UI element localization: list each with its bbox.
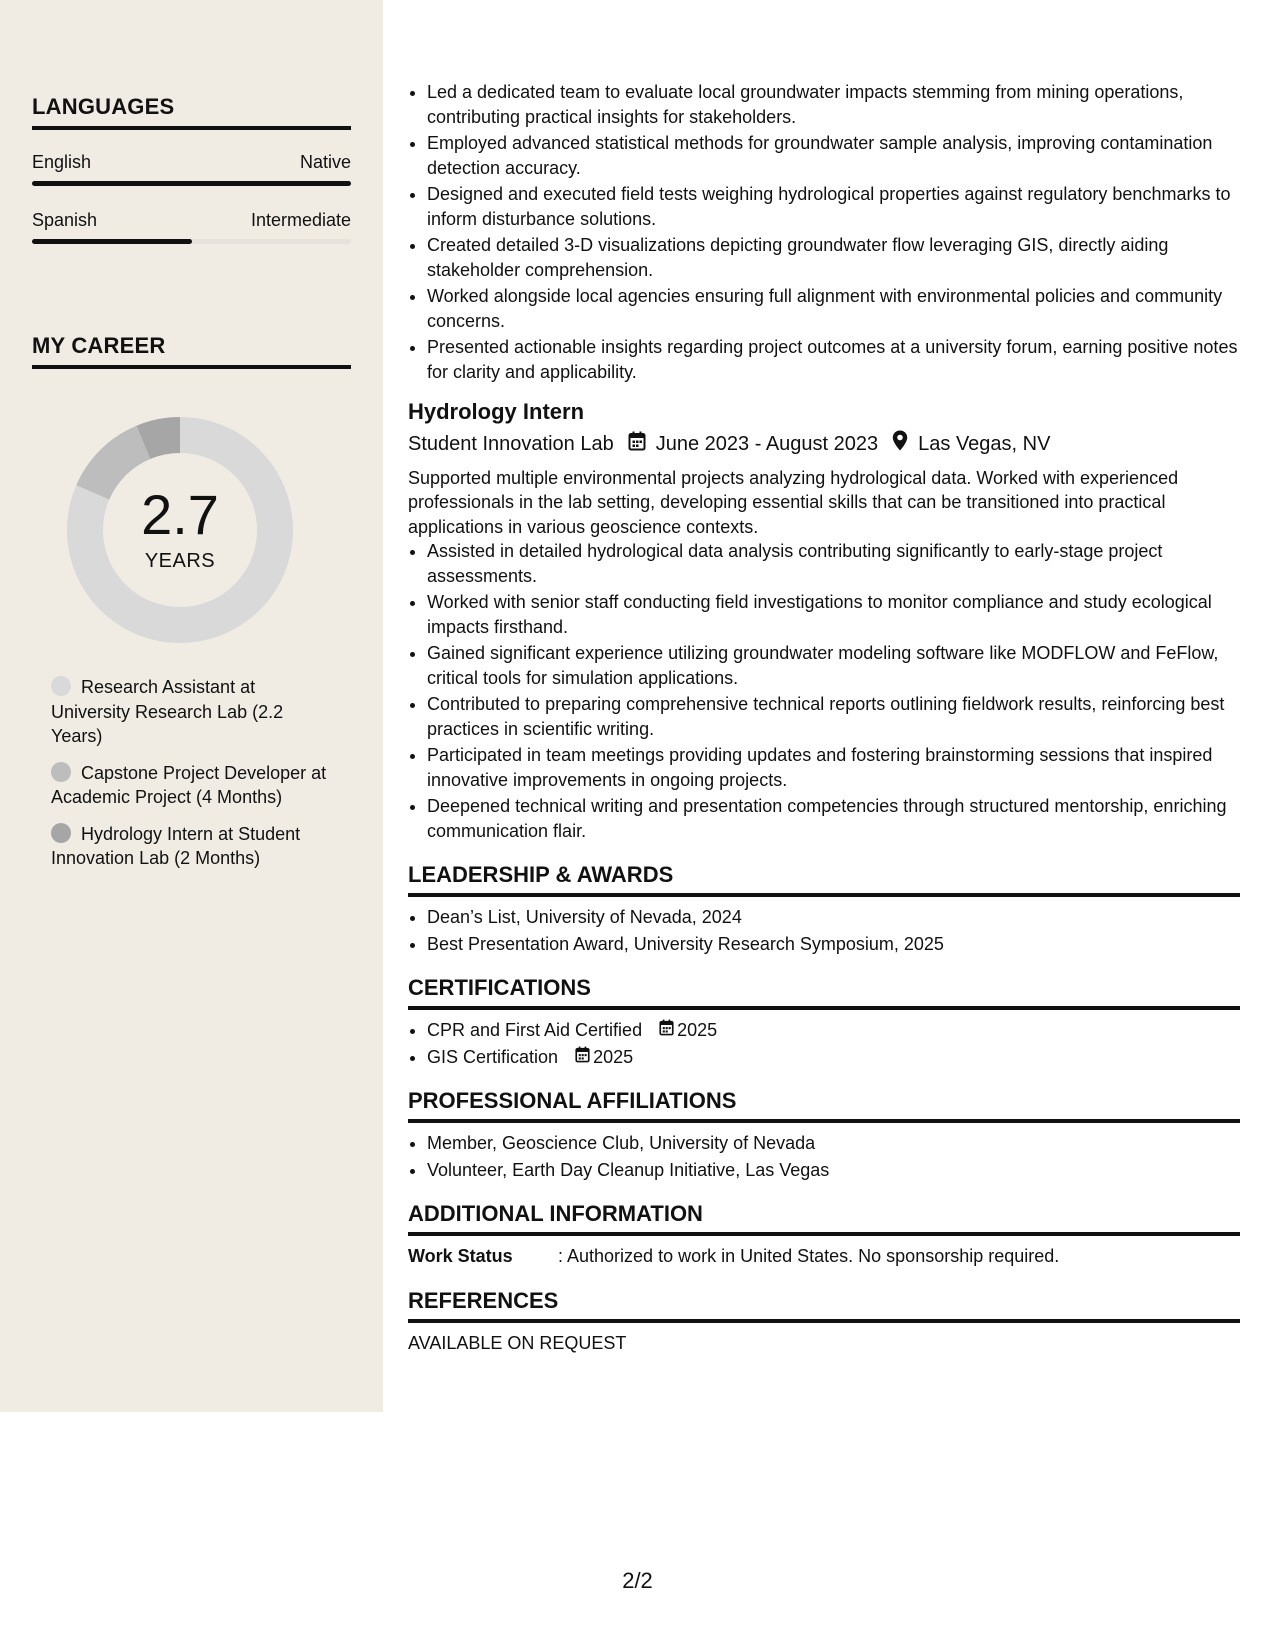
legend-label: Capstone Project Developer at Academic Project (4 Months): [51, 762, 327, 807]
references-heading: REFERENCES: [408, 1287, 1240, 1323]
list-item: • Worked alongside local agencies ensuring full alignment with environmental policies and community concerns.: [427, 284, 1240, 333]
certification-item: [427, 1018, 1240, 1043]
certification-year: 2025: [677, 1020, 718, 1040]
previous-job-bullets: [408, 80, 1240, 384]
location-pin-icon: [892, 430, 908, 458]
career-legend-item: [51, 675, 331, 749]
list-item: • Designed and executed field tests weighing hydrological properties against regulatory benchmarks to inform disturbance solutions.: [427, 182, 1240, 231]
calendar-icon: [575, 1045, 593, 1070]
list-item: • Participated in team meetings providing updates and fostering brainstorming sessions that inspired innovative improvements in ongoing projects.: [427, 743, 1240, 792]
page-number: 2/2: [622, 1568, 653, 1593]
job-location: Las Vegas, NV: [918, 432, 1051, 455]
list-item: • Member, Geoscience Club, University of Nevada: [427, 1131, 1240, 1156]
certification-name: CPR and First Aid Certified: [427, 1020, 643, 1040]
language-proficiency-fill: [32, 181, 351, 186]
legend-dot: [51, 762, 71, 782]
leadership-heading: LEADERSHIP & AWARDS: [408, 861, 1240, 897]
list-item: • Presented actionable insights regarding project outcomes at a university forum, earning positive notes for clarity and applicability.: [427, 335, 1240, 384]
job-dates: June 2023 - August 2023: [655, 432, 879, 455]
language-level: Intermediate: [250, 210, 351, 230]
career-heading: MY CAREER: [32, 333, 351, 369]
language-name: English: [32, 152, 92, 172]
career-total-unit: YEARS: [144, 550, 216, 572]
work-status-label: Work Status: [408, 1246, 513, 1266]
additional-info-heading: ADDITIONAL INFORMATION: [408, 1200, 1240, 1236]
list-item: • Volunteer, Earth Day Cleanup Initiative, Las Vegas: [427, 1158, 1240, 1183]
certification-year: 2025: [593, 1046, 634, 1067]
work-status-value: : Authorized to work in United States. No sponsorship required.: [558, 1246, 1060, 1266]
language-item-spanish: [32, 210, 351, 244]
career-section: [32, 333, 351, 369]
language-name: Spanish: [32, 210, 98, 230]
list-item: • Led a dedicated team to evaluate local groundwater impacts stemming from mining operations, contributing practical insights for stakeholders.: [427, 80, 1240, 129]
legend-label: Research Assistant at University Research Lab (2.2 Years): [51, 677, 284, 746]
job-bullets: [408, 539, 1240, 843]
job-company: Student Innovation Lab: [408, 432, 614, 455]
certifications-list: [408, 1018, 1240, 1069]
references-text: AVAILABLE ON REQUEST: [408, 1332, 627, 1353]
legend-dot: [51, 823, 71, 843]
list-item: • Worked with senior staff conducting field investigations to monitor compliance and study ecological impacts firsthand.: [427, 590, 1240, 639]
career-total-years: 2.7: [141, 483, 219, 546]
list-item: • Contributed to preparing comprehensive technical reports outlining fieldwork results, reinforcing best practices in scientific writing.: [427, 692, 1240, 741]
work-status-row: [408, 1244, 1240, 1269]
career-legend-item: [51, 822, 331, 871]
calendar-icon: [659, 1018, 677, 1043]
languages-section: [32, 94, 351, 244]
list-item: • Gained significant experience utilizing groundwater modeling software like MODFLOW and FeFlow, critical tools for simulation applications.: [427, 641, 1240, 690]
affiliations-heading: PROFESSIONAL AFFILIATIONS: [408, 1087, 1240, 1123]
certification-item: [427, 1045, 1240, 1070]
job-title: Hydrology Intern: [408, 399, 585, 424]
language-item-english: [32, 152, 351, 186]
career-donut-chart: [60, 410, 300, 650]
certification-name: GIS Certification: [427, 1046, 559, 1067]
list-item: • Assisted in detailed hydrological data analysis contributing significantly to early-stage project assessments.: [427, 539, 1240, 588]
language-proficiency-fill: [32, 239, 192, 244]
affiliations-list: [408, 1131, 1240, 1182]
language-proficiency-bar: [32, 239, 351, 244]
list-item: • Best Presentation Award, University Research Symposium, 2025: [427, 932, 1240, 957]
main-content: [408, 80, 1240, 1355]
list-item: • Dean’s List, University of Nevada, 2024: [427, 905, 1240, 930]
list-item: • Employed advanced statistical methods for groundwater sample analysis, improving contamination detection accuracy.: [427, 131, 1240, 180]
legend-dot: [51, 676, 71, 696]
job-description: Supported multiple environmental projects analyzing hydrological data. Worked with experienced professionals in the lab setting, developing essential skills that can be transitioned into practical applications in various geoscience contexts.: [408, 467, 1179, 537]
certifications-heading: CERTIFICATIONS: [408, 974, 1240, 1010]
job-meta: [408, 430, 1240, 458]
calendar-icon: [628, 431, 646, 458]
list-item: • Deepened technical writing and presentation competencies through structured mentorship, enriching communication flair.: [427, 794, 1240, 843]
list-item: • Created detailed 3-D visualizations depicting groundwater flow leveraging GIS, directly aiding stakeholder comprehension.: [427, 233, 1240, 282]
sidebar: [0, 0, 383, 1412]
career-legend: [51, 675, 331, 883]
language-level: Native: [299, 152, 351, 172]
language-proficiency-bar: [32, 181, 351, 186]
languages-heading: LANGUAGES: [32, 94, 351, 130]
leadership-list: [408, 905, 1240, 956]
career-legend-item: [51, 761, 331, 810]
legend-label: Hydrology Intern at Student Innovation Lab (2 Months): [51, 823, 301, 868]
